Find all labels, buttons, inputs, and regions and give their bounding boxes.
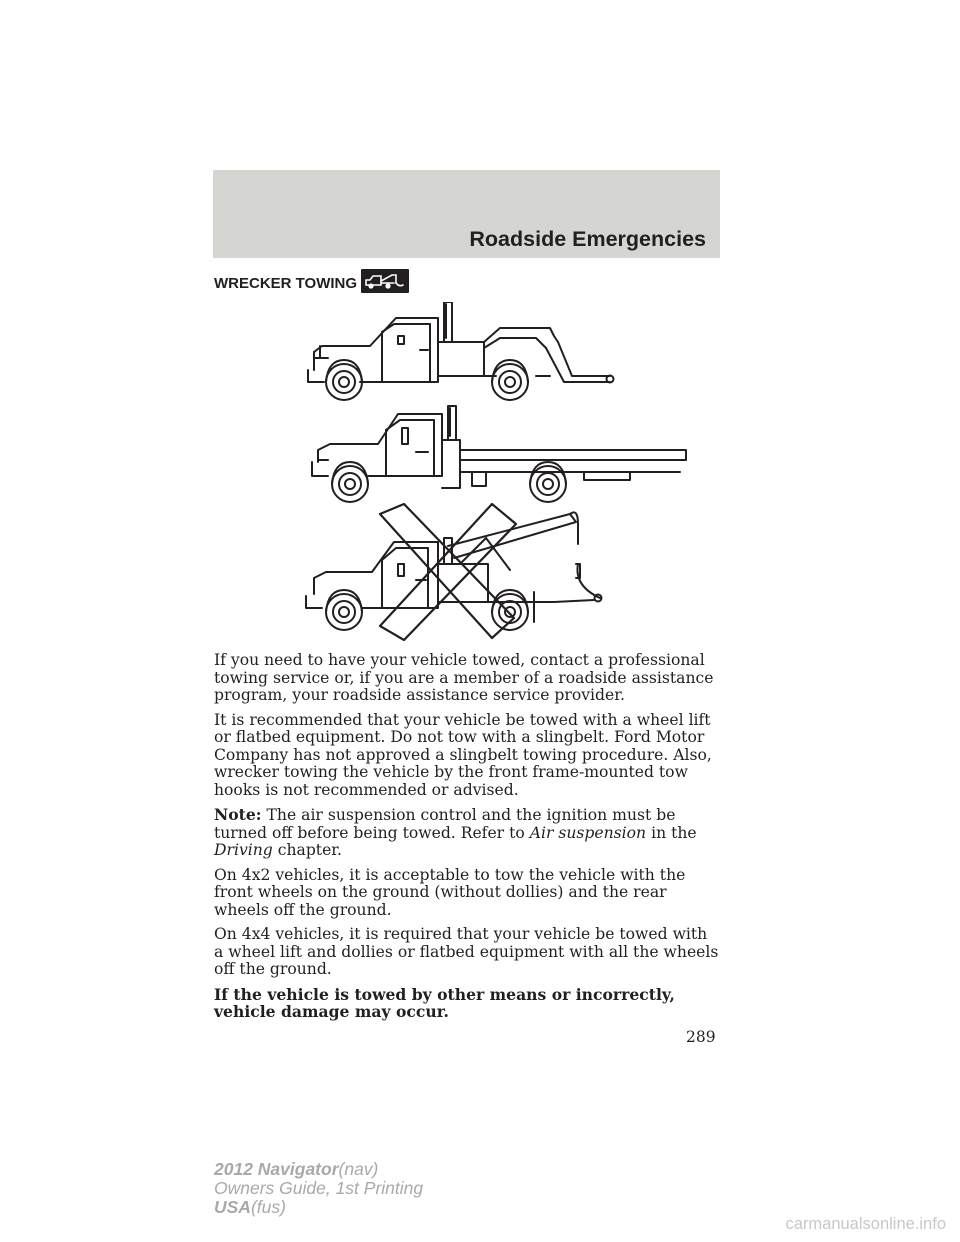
footer xyxy=(214,1160,423,1217)
watermark: carmanualsonline.info xyxy=(785,1215,946,1233)
note-text: The air suspension control and the ignition must be turned off before being towed. Refer to xyxy=(214,806,676,842)
tow-truck-icon xyxy=(361,269,409,293)
paragraph-4x2: On 4x2 vehicles, it is acceptable to tow the vehicle with the front wheels on the ground (without dollies) and the rear wheels off the ground. xyxy=(214,865,686,919)
note-reference-air-suspension: Air suspension xyxy=(529,823,647,842)
paragraph-4x4: On 4x4 vehicles, it is required that your vehicle be towed with a wheel lift and dollies or flatbed equipment with all the wheels off the ground. xyxy=(214,925,719,978)
footer-market-code: (fus) xyxy=(250,1197,286,1217)
paragraph-warning: If the vehicle is towed by other means or incorrectly, vehicle damage may occur. xyxy=(214,984,675,1021)
footer-market: USA xyxy=(214,1197,251,1217)
wheel-lift-tow-truck xyxy=(308,302,614,400)
note-end: chapter. xyxy=(277,841,342,859)
body-text xyxy=(214,652,720,1028)
page-number: 289 xyxy=(686,1028,716,1046)
note-reference-driving: Driving xyxy=(214,841,273,859)
footer-model: 2012 Navigator xyxy=(214,1159,339,1179)
footer-line-2: Owners Guide, 1st Printing xyxy=(214,1178,424,1198)
section-title-text: WRECKER TOWING xyxy=(214,274,358,292)
paragraph-recommendation: It is recommended that your vehicle be towed with a wheel lift or flatbed equipment. Do not tow with a slingbelt. Ford Motor Company has not approved a slingbelt towing procedure. Also, wrecker towing the vehicle by the front frame-mounted tow hooks is not recommended or advised. xyxy=(214,710,712,799)
sling-tow-truck-crossed-out xyxy=(306,504,602,640)
section-heading xyxy=(214,271,409,295)
footer-line-1 xyxy=(214,1160,423,1179)
paragraph-professional-towing: If you need to have your vehicle towed, contact a professional towing service or, if you are a member of a roadside assistance program, your roadside assistance service provider. xyxy=(214,651,714,704)
header-band xyxy=(213,170,720,258)
note-mid: in the xyxy=(651,823,697,842)
note-label: Note: xyxy=(214,805,262,824)
paragraph-note xyxy=(214,806,720,860)
flatbed-tow-truck xyxy=(312,406,686,502)
chapter-title: Roadside Emergencies xyxy=(469,227,706,251)
towing-illustrations xyxy=(300,302,700,651)
footer-line-3 xyxy=(214,1198,423,1217)
footer-model-code: (nav) xyxy=(338,1159,379,1179)
